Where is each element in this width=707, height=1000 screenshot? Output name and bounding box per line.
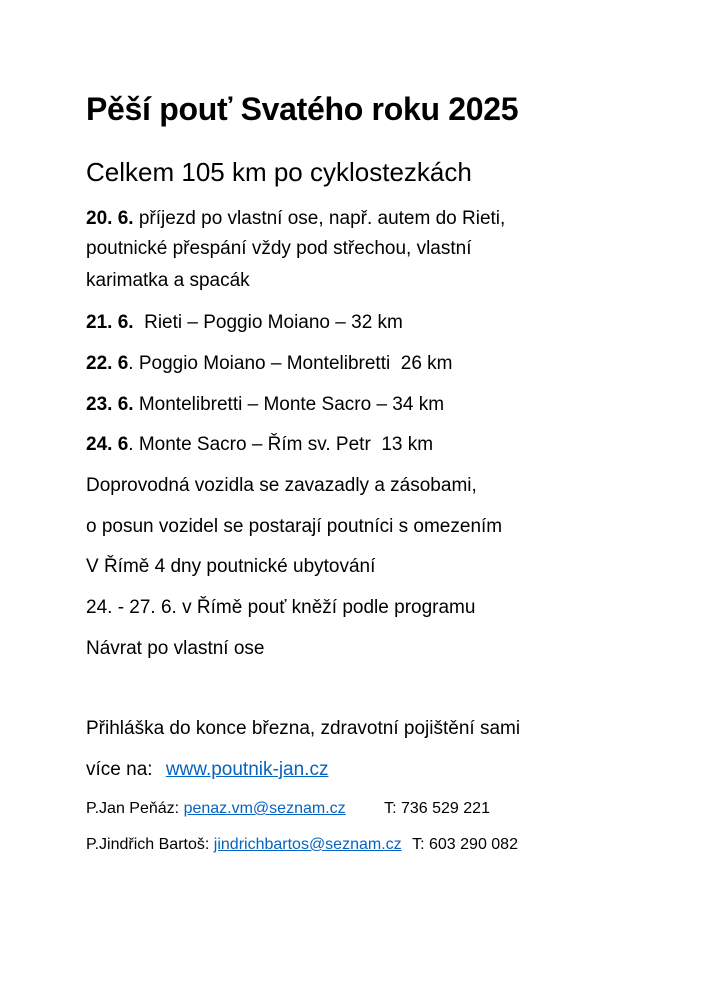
note-line: o posun vozidel se postarají poutníci s omezením xyxy=(86,516,503,537)
contact-phone: T: 603 290 082 xyxy=(412,836,518,853)
schedule-date: 21. 6. xyxy=(86,312,134,333)
schedule-text: příjezd po vlastní ose, např. autem do Rieti, xyxy=(138,208,506,229)
contact-name: P.Jindřich Bartoš: xyxy=(86,836,210,853)
schedule-continuation: poutnické přespání vždy pod střechou, vlastní xyxy=(86,238,472,259)
schedule-date: 24. 6 xyxy=(86,434,129,455)
schedule-item xyxy=(86,394,444,416)
website-label: více na: xyxy=(86,759,153,780)
contact-email-link[interactable]: jindrichbartos@seznam.cz xyxy=(213,836,402,853)
page-title: Pěší pouť Svatého roku 2025 xyxy=(86,91,519,127)
note-line: V Římě 4 dny poutnické ubytování xyxy=(86,556,376,577)
website-line xyxy=(86,759,328,781)
contact-name: P.Jan Peňáz: xyxy=(86,800,180,817)
contact-email-link[interactable]: penaz.vm@seznam.cz xyxy=(183,800,346,817)
schedule-item xyxy=(86,208,505,230)
schedule-date: 22. 6 xyxy=(86,353,129,374)
note-line: 24. - 27. 6. v Římě pouť kněží podle programu xyxy=(86,597,476,618)
schedule-text: . Poggio Moiano – Montelibretti 26 km xyxy=(128,353,453,374)
contact-phone: T: 736 529 221 xyxy=(384,800,490,817)
schedule-item xyxy=(86,434,433,456)
schedule-item xyxy=(86,353,453,375)
note-line: Návrat po vlastní ose xyxy=(86,638,265,659)
schedule-text: Montelibretti – Monte Sacro – 34 km xyxy=(138,394,445,415)
schedule-date: 23. 6. xyxy=(86,394,134,415)
contact-row xyxy=(86,800,490,818)
registration-note: Přihláška do konce března, zdravotní pojištění sami xyxy=(86,718,521,739)
page-subtitle: Celkem 105 km po cyklostezkách xyxy=(86,157,472,187)
contact-row xyxy=(86,836,518,854)
schedule-text: Rieti – Poggio Moiano – 32 km xyxy=(144,312,403,333)
website-link[interactable]: www.poutnik-jan.cz xyxy=(165,759,329,780)
schedule-text: . Monte Sacro – Řím sv. Petr 13 km xyxy=(128,434,434,455)
note-line: Doprovodná vozidla se zavazadly a zásobami, xyxy=(86,475,477,496)
schedule-date: 20. 6. xyxy=(86,208,134,229)
schedule-item xyxy=(86,312,403,334)
schedule-continuation: karimatka a spacák xyxy=(86,270,250,291)
